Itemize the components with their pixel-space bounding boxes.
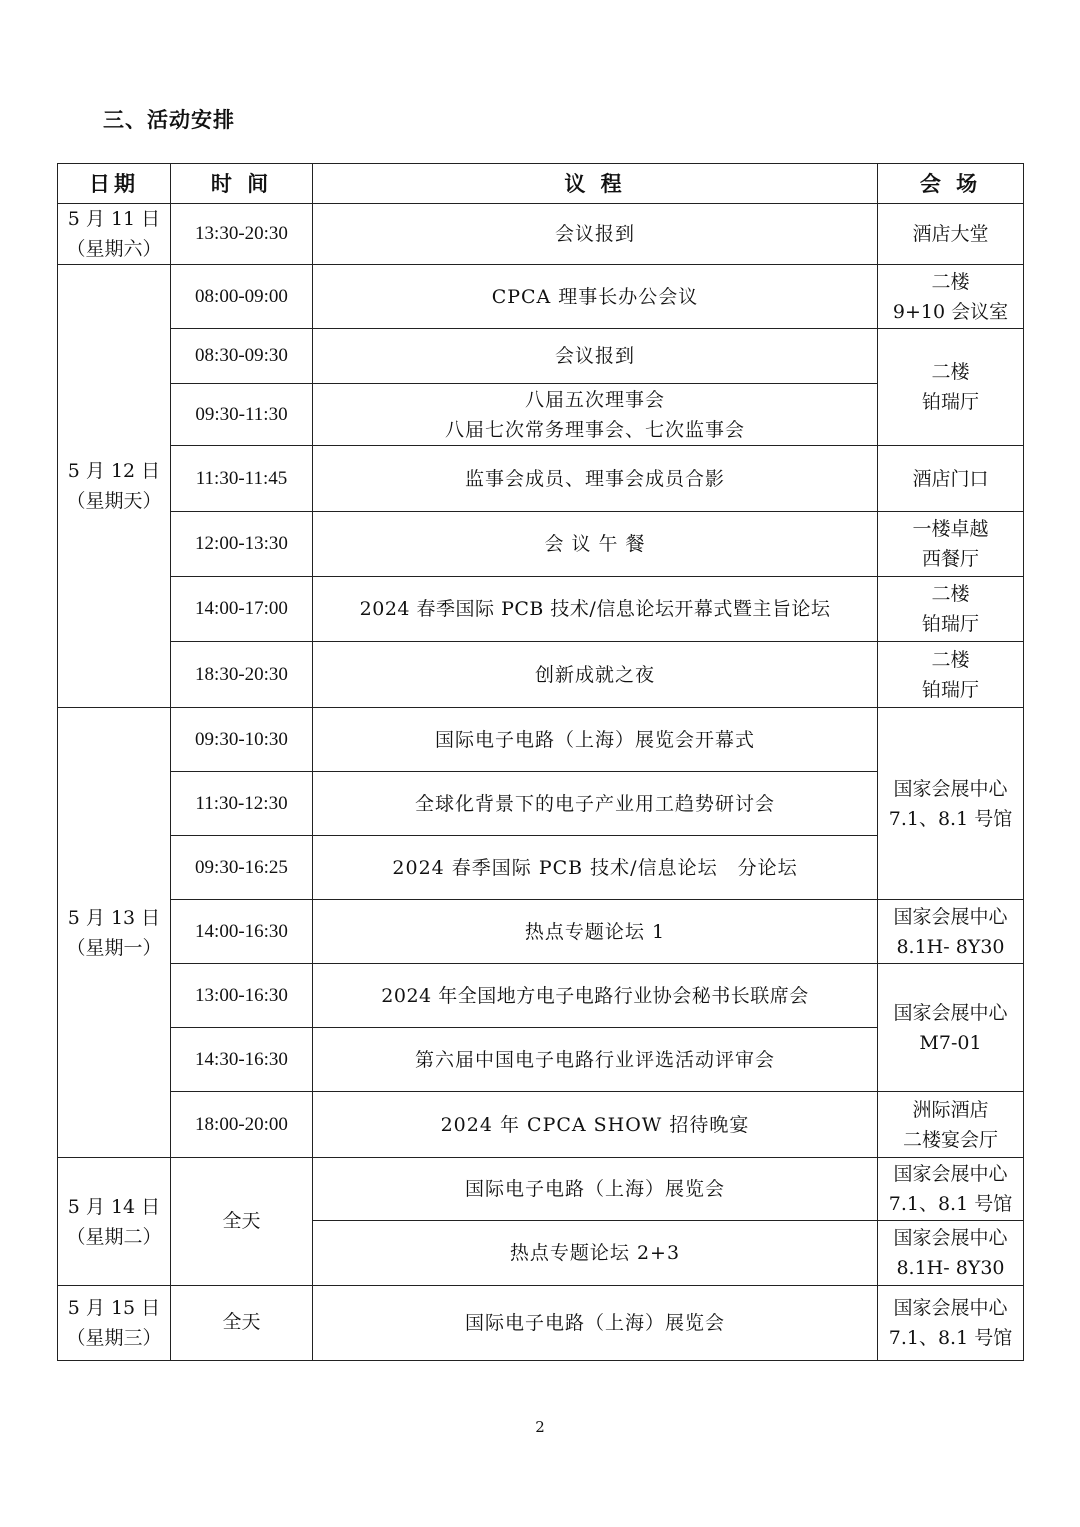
venue-line: 洲际酒店 bbox=[912, 1098, 989, 1121]
date-text: 5 月 13 日 bbox=[67, 906, 161, 929]
agenda-cell: 国际电子电路（上海）展览会开幕式 bbox=[313, 708, 878, 772]
venue-cell bbox=[878, 1286, 1024, 1361]
venue-line: 铂瑞厅 bbox=[921, 613, 979, 635]
header-date: 日期 bbox=[58, 164, 171, 204]
date-cell bbox=[58, 1158, 171, 1286]
agenda-cell bbox=[313, 384, 878, 446]
venue-line: 一楼卓越 bbox=[912, 518, 989, 540]
table-row bbox=[58, 446, 1024, 512]
table-row bbox=[58, 708, 1024, 772]
venue-line: 7.1、8.1 号馆 bbox=[888, 807, 1013, 830]
table-row bbox=[58, 512, 1024, 577]
date-cell bbox=[58, 1286, 171, 1361]
venue-cell bbox=[878, 900, 1024, 964]
venue-cell bbox=[878, 512, 1024, 577]
header-venue: 会 场 bbox=[878, 164, 1024, 204]
table-row bbox=[58, 1092, 1024, 1158]
time-cell: 18:30-20:30 bbox=[171, 642, 313, 708]
venue-line: 二楼宴会厅 bbox=[902, 1128, 998, 1151]
agenda-cell: 创新成就之夜 bbox=[313, 642, 878, 708]
venue-cell bbox=[878, 329, 1024, 446]
time-cell: 08:00-09:00 bbox=[171, 265, 313, 329]
venue-line: 国家会展中心 bbox=[893, 1163, 1008, 1185]
agenda-cell: CPCA 理事长办公会议 bbox=[313, 265, 878, 329]
venue-line: 8.1H- 8Y30 bbox=[896, 1257, 1005, 1279]
table-row bbox=[58, 1158, 1024, 1221]
date-text: 5 月 12 日 bbox=[67, 460, 161, 482]
venue-line: 二楼 bbox=[931, 361, 970, 383]
time-cell: 13:30-20:30 bbox=[171, 204, 313, 265]
table-row bbox=[58, 964, 1024, 1028]
venue-line: M7-01 bbox=[919, 1031, 982, 1054]
venue-line: 国家会展中心 bbox=[893, 1001, 1008, 1024]
table-row bbox=[58, 642, 1024, 708]
venue-cell bbox=[878, 642, 1024, 708]
agenda-cell: 2024 年 CPCA SHOW 招待晚宴 bbox=[313, 1092, 878, 1158]
date-text: 5 月 14 日 bbox=[67, 1195, 161, 1218]
venue-cell bbox=[878, 265, 1024, 329]
venue-line: 铂瑞厅 bbox=[921, 678, 979, 701]
date-text: 5 月 15 日 bbox=[67, 1297, 161, 1319]
time-cell: 13:00-16:30 bbox=[171, 964, 313, 1028]
header-time: 时 间 bbox=[171, 164, 313, 204]
time-cell: 全天 bbox=[171, 1158, 313, 1286]
time-cell: 11:30-12:30 bbox=[171, 772, 313, 836]
weekday-text: （星期六） bbox=[66, 238, 162, 260]
date-cell bbox=[58, 265, 171, 708]
time-cell: 14:30-16:30 bbox=[171, 1028, 313, 1092]
agenda-line: 八届七次常务理事会、七次监事会 bbox=[444, 418, 745, 441]
agenda-cell: 热点专题论坛 2+3 bbox=[313, 1221, 878, 1286]
venue-line: 二楼 bbox=[931, 648, 970, 671]
venue-line: 酒店大堂 bbox=[912, 223, 989, 245]
table-row bbox=[58, 329, 1024, 384]
time-cell: 14:00-16:30 bbox=[171, 900, 313, 964]
date-text: 5 月 11 日 bbox=[67, 208, 161, 230]
venue-cell bbox=[878, 446, 1024, 512]
venue-line: 国家会展中心 bbox=[893, 905, 1008, 928]
agenda-cell: 国际电子电路（上海）展览会 bbox=[313, 1158, 878, 1221]
agenda-cell: 全球化背景下的电子产业用工趋势研讨会 bbox=[313, 772, 878, 836]
time-cell: 12:00-13:30 bbox=[171, 512, 313, 577]
venue-line: 西餐厅 bbox=[921, 548, 979, 570]
agenda-cell: 热点专题论坛 1 bbox=[313, 900, 878, 964]
venue-line: 酒店门口 bbox=[912, 467, 989, 490]
table-row bbox=[58, 204, 1024, 265]
agenda-cell: 监事会成员、理事会成员合影 bbox=[313, 446, 878, 512]
table-row bbox=[58, 265, 1024, 329]
table-row bbox=[58, 1286, 1024, 1361]
agenda-cell: 国际电子电路（上海）展览会 bbox=[313, 1286, 878, 1361]
agenda-line: 八届五次理事会 bbox=[524, 388, 665, 411]
date-cell bbox=[58, 204, 171, 265]
agenda-cell: 2024 春季国际 PCB 技术/信息论坛开幕式暨主旨论坛 bbox=[313, 577, 878, 642]
venue-line: 国家会展中心 bbox=[893, 1227, 1008, 1249]
venue-line: 7.1、8.1 号馆 bbox=[888, 1327, 1013, 1349]
table-row bbox=[58, 900, 1024, 964]
time-cell: 全天 bbox=[171, 1286, 313, 1361]
venue-cell bbox=[878, 204, 1024, 265]
venue-cell bbox=[878, 964, 1024, 1092]
agenda-cell: 第六届中国电子电路行业评选活动评审会 bbox=[313, 1028, 878, 1092]
header-row bbox=[58, 164, 1024, 204]
date-cell bbox=[58, 708, 171, 1158]
weekday-text: （星期一） bbox=[66, 936, 162, 959]
venue-line: 铂瑞厅 bbox=[921, 391, 979, 413]
agenda-cell: 2024 年全国地方电子电路行业协会秘书长联席会 bbox=[313, 964, 878, 1028]
venue-line: 国家会展中心 bbox=[893, 777, 1008, 800]
page-number: 2 bbox=[535, 1418, 545, 1436]
agenda-cell: 会 议 午 餐 bbox=[313, 512, 878, 577]
time-cell: 09:30-16:25 bbox=[171, 836, 313, 900]
venue-line: 二楼 bbox=[931, 583, 970, 605]
header-agenda: 议 程 bbox=[313, 164, 878, 204]
venue-cell bbox=[878, 1092, 1024, 1158]
time-cell: 11:30-11:45 bbox=[171, 446, 313, 512]
venue-line: 9+10 会议室 bbox=[892, 300, 1009, 323]
section-heading: 三、活动安排 bbox=[103, 108, 235, 132]
weekday-text: （星期三） bbox=[66, 1327, 162, 1349]
time-cell: 14:00-17:00 bbox=[171, 577, 313, 642]
time-cell: 09:30-10:30 bbox=[171, 708, 313, 772]
agenda-cell: 会议报到 bbox=[313, 329, 878, 384]
weekday-text: （星期二） bbox=[66, 1225, 162, 1248]
weekday-text: （星期天） bbox=[66, 490, 162, 512]
venue-cell bbox=[878, 577, 1024, 642]
venue-line: 国家会展中心 bbox=[893, 1297, 1008, 1319]
agenda-cell: 2024 春季国际 PCB 技术/信息论坛 分论坛 bbox=[313, 836, 878, 900]
venue-line: 二楼 bbox=[931, 270, 970, 293]
venue-line: 8.1H- 8Y30 bbox=[896, 935, 1005, 958]
agenda-cell: 会议报到 bbox=[313, 204, 878, 265]
time-cell: 18:00-20:00 bbox=[171, 1092, 313, 1158]
time-cell: 08:30-09:30 bbox=[171, 329, 313, 384]
venue-cell bbox=[878, 708, 1024, 900]
schedule-table bbox=[57, 163, 1024, 1361]
venue-cell bbox=[878, 1221, 1024, 1286]
time-cell: 09:30-11:30 bbox=[171, 384, 313, 446]
table-row bbox=[58, 577, 1024, 642]
venue-cell bbox=[878, 1158, 1024, 1221]
venue-line: 7.1、8.1 号馆 bbox=[888, 1193, 1013, 1215]
